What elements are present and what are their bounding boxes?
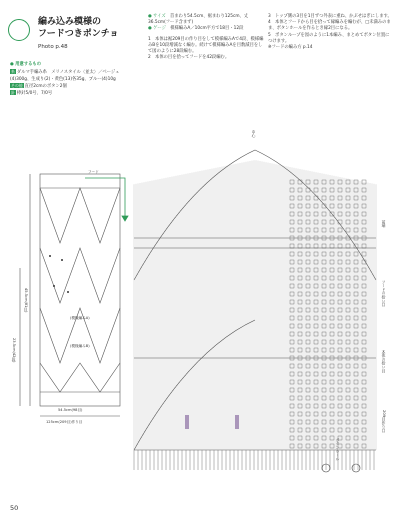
- front-edge-label: 前端: [382, 220, 387, 228]
- hood-note: ※フードの編み方 p.14: [268, 45, 313, 51]
- gauge-text: 模様編みA／10cm平方で18目・12段: [170, 26, 244, 32]
- needle-line: [10, 90, 134, 97]
- zigzag-bottom: [40, 363, 120, 392]
- title-line-1: 編み込み模様の: [38, 17, 102, 27]
- bobble-stitch: [185, 415, 189, 429]
- button-line: [10, 83, 134, 90]
- hood-label: フード: [88, 170, 99, 174]
- buttonhole-label: ボタンホール: [336, 438, 341, 461]
- stitch-chart: [130, 120, 398, 503]
- materials-section: [10, 62, 134, 97]
- pattern-marker-icon: [8, 19, 30, 41]
- center-label: 中心: [252, 130, 257, 138]
- step-5: 5 ボタンループを図のように1本編み、まとめてボタン位置につけます。: [268, 32, 390, 44]
- bottom-label: 125cm(209目)作り目: [46, 420, 83, 424]
- needle-text: 棒針5/0号、7/0号: [16, 91, 53, 97]
- yarn-line: [10, 69, 134, 83]
- body-pickup-label: 本体の拾い目: [382, 350, 387, 373]
- stitch-chart-svg: [130, 120, 398, 503]
- length-label: 45.5cm(81目): [24, 288, 28, 313]
- body-curve-left: [134, 320, 255, 450]
- notes-section: [268, 14, 392, 51]
- schematic-diagram: [10, 168, 130, 433]
- page-number: 50: [10, 504, 19, 512]
- step-4: 4 本体とフードから目を拾って縁編みを編むが、□未満みのまま、ボタンホールを作るとき縁2目になる。: [268, 20, 391, 32]
- button-text: 直径2cmのボタン2個: [24, 83, 67, 89]
- photo-reference: Photo p.48: [38, 44, 68, 50]
- hood-pickup-label: フードの拾い目: [382, 280, 387, 307]
- width-label: 54.5cm(98目): [58, 408, 83, 412]
- step-2: 2 本体の目を拾ってフードを42段編む。: [148, 55, 230, 61]
- bobble-stitch: [235, 415, 239, 429]
- hood-curve: [134, 150, 376, 280]
- size-text: 首まわり54.5cm、裾まわり125cm、丈36.5cm(フード含まず): [148, 14, 249, 26]
- main-pattern-label: (模様編みA): [70, 316, 90, 320]
- button-tag: その他: [11, 82, 23, 88]
- materials-heading: ● 用意するもの: [10, 62, 42, 67]
- step-3: 3 トップ側の3目を1目ずつ外表に重ね、かぶせはぎにします。: [268, 14, 392, 19]
- pattern-title: [38, 16, 118, 40]
- size-line: [148, 14, 266, 26]
- b-pattern-label: (模様編みB): [70, 344, 90, 348]
- needle-tag: 針: [11, 90, 15, 96]
- gauge-label: ● ゲージ: [148, 26, 166, 32]
- yarn-text: ダルマ手編み糸 メリノスタイル〈並太〉／ベージュ(4)300g、生成り(2)・黄色(13)各35g、ブルー(4)10g: [10, 70, 120, 82]
- step-1: 1 本体は裾209目の作り目をして模様編みAで4段、模様編みBを10段増減なく編む。続けて模様編みAを目数減目をして図のように28段編む。: [148, 36, 264, 55]
- gauge-line: [148, 26, 266, 32]
- zigzag-mid: [40, 248, 120, 303]
- body-outline: [40, 174, 120, 406]
- cast-on-label: 209目作り目: [382, 410, 387, 433]
- title-line-2: フードつきポンチョ: [38, 29, 119, 39]
- size-label: ● サイズ: [148, 14, 166, 19]
- specs-section: [148, 14, 266, 61]
- zigzag-top: [40, 188, 120, 243]
- button-icon: [352, 464, 360, 472]
- chart-grid: [134, 160, 376, 450]
- yarn-tag: 糸: [11, 69, 15, 75]
- side-label: 23.5cm(42段): [12, 338, 16, 363]
